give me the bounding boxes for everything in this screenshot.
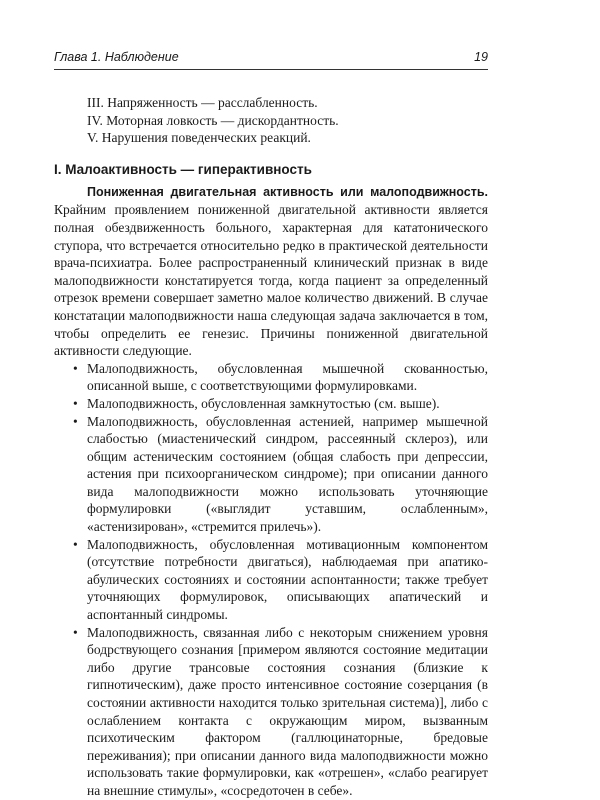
header-rule: [54, 69, 488, 70]
intro-list-item: IV. Моторная ловкость — дискордантность.: [87, 112, 339, 128]
list-item: [54, 360, 488, 395]
intro-list: [54, 94, 488, 147]
intro-list-item: V. Нарушения поведенческих реакций.: [87, 130, 311, 146]
paragraph-text: Крайним проявлением пониженной двигательной активности является полная обездвиженность больного, характерная для кататонического ступора, что встречается относительно редко в практической деятельности врача-психиатра. Более распространенный клинический признак в виде малоподвижности констатируется тогда, когда пациент за определенный отрезок времени совершает заметно малое количество движений. В случае констатации малоподвижности наша следующая задача заключается в том, чтобы определить ее генезис. Причины пониженной двигательной активности следующие.: [54, 202, 488, 359]
bullet-icon: •: [73, 413, 78, 429]
list-item-text: Малоподвижность, обусловленная мотивационным компонентом (отсутствие потребности двигаться), наблюдаемая при апатико-абулических состояниях и состоянии аспонтанности; также требует уточняющих формулировок, описывающих апатический и аспонтанный синдромы.: [87, 536, 488, 623]
causes-list: [54, 360, 488, 800]
paragraph-lead: Пониженная двигательная активность или малоподвижность.: [87, 184, 488, 199]
list-item: [54, 536, 488, 624]
section-heading: I. Малоактивность — гиперактивность: [54, 161, 312, 177]
list-item: [54, 624, 488, 800]
intro-list-item: III. Напряженность — расслабленность.: [87, 95, 318, 110]
bullet-icon: •: [73, 360, 78, 376]
running-header: [54, 48, 488, 66]
page-number: 19: [474, 50, 488, 64]
bullet-icon: •: [73, 395, 78, 411]
bullet-icon: •: [73, 624, 78, 640]
bullet-icon: •: [73, 536, 78, 552]
chapter-title: Глава 1. Наблюдение: [54, 50, 179, 64]
list-item: [54, 395, 488, 413]
page-body: [54, 94, 488, 800]
list-item-text: Малоподвижность, связанная либо с некоторым снижением уровня бодрствующего сознания [примером являются состояние медитации либо другие трансовые состояния сознания (близкие к гипнотическим), даже просто интенсивное состояние созерцания (в состоянии активности находится только зрительная система)], либо с ослаблением контакта с окружающим миром, вызванным психотическим фактором (галлюцинаторные, бредовые переживания); при описании данного вида малоподвижности можно использовать такие формулировки, как «отрешен», «слабо реагирует на внешние стимулы», «сосредоточен в себе».: [87, 624, 488, 798]
list-item: [54, 413, 488, 536]
list-item-text: Малоподвижность, обусловленная замкнутостью (см. выше).: [87, 395, 440, 411]
list-item-text: Малоподвижность, обусловленная мышечной скованностью, описанной выше, с соответствующими формулировками.: [87, 360, 488, 394]
list-item-text: Малоподвижность, обусловленная астенией, например мышечной слабостью (миастенический синдром, рассеянный склероз), или общим астеническим состоянием (общая слабость при депрессии, астения при психоорганическом синдроме); при описании данного вида малоподвижности можно использовать уточняющие формулировки («выглядит уставшим, ослабленным», «астенизирован», «стремится прилечь»).: [87, 413, 488, 535]
section-paragraph: [54, 183, 488, 360]
